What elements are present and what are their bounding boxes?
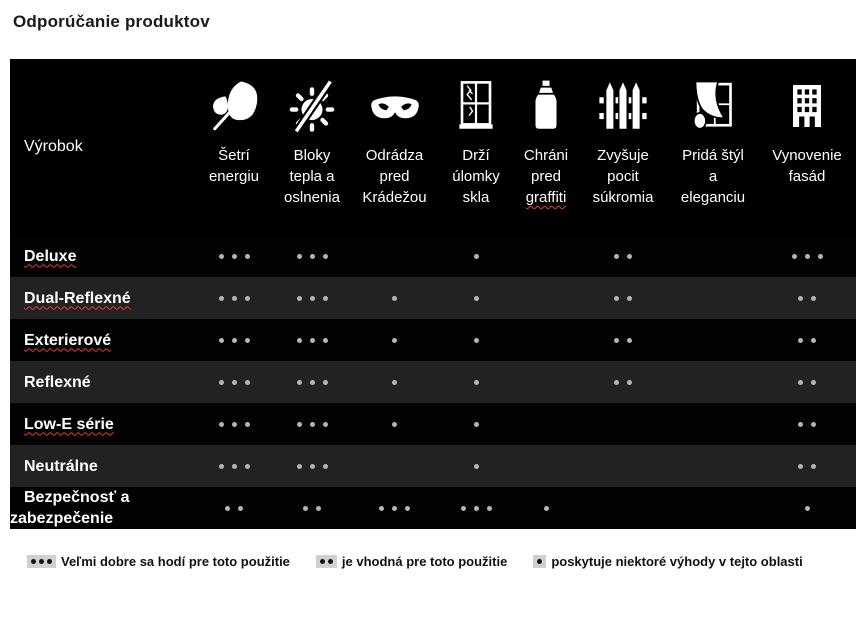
column-header xyxy=(438,59,514,235)
rating-cell xyxy=(351,506,438,511)
rating-dot xyxy=(474,380,479,385)
rating-dot xyxy=(219,338,224,343)
table-row xyxy=(10,319,856,361)
table-row xyxy=(10,235,856,277)
page-title: Odporúčanie produktov xyxy=(13,12,210,31)
column-header xyxy=(578,59,668,235)
column-header-label xyxy=(593,145,654,208)
rating-cell xyxy=(195,380,273,385)
column-header-label xyxy=(452,145,500,208)
table-row xyxy=(10,361,856,403)
rating-dot xyxy=(392,506,397,511)
rating-dot xyxy=(805,506,810,511)
rating-dot xyxy=(245,338,250,343)
rating-cell xyxy=(438,254,514,259)
rating-dot xyxy=(474,422,479,427)
rating-cell xyxy=(438,422,514,427)
rating-cell xyxy=(273,254,351,259)
legend-dot xyxy=(47,559,52,564)
rating-dot xyxy=(811,296,816,301)
rating-dot xyxy=(627,296,632,301)
column-header-line: Vynovenie xyxy=(772,147,842,164)
rating-dot xyxy=(245,422,250,427)
mask-icon xyxy=(367,78,423,134)
column-header-line: pred xyxy=(530,168,562,185)
rating-dot xyxy=(323,464,328,469)
rating-dot xyxy=(405,506,410,511)
column-header xyxy=(195,59,273,235)
rating-dot xyxy=(297,464,302,469)
row-label-cell xyxy=(10,330,195,351)
rating-cell xyxy=(758,296,856,301)
rating-cell xyxy=(758,338,856,343)
rating-dot xyxy=(245,380,250,385)
rating-cell xyxy=(273,422,351,427)
rating-dot xyxy=(310,464,315,469)
rating-dot xyxy=(474,296,479,301)
rating-cell xyxy=(273,338,351,343)
fence-icon xyxy=(595,78,651,134)
rating-cell xyxy=(438,464,514,469)
rating-cell xyxy=(195,464,273,469)
legend-label: je vhodná pre toto použitie xyxy=(341,554,508,569)
legend-label: poskytuje niektoré výhody v tejto oblasti xyxy=(551,554,803,569)
rating-cell xyxy=(195,338,273,343)
rating-dot xyxy=(627,254,632,259)
rating-dot xyxy=(225,506,230,511)
rating-dot xyxy=(323,338,328,343)
column-header-line: úlomky xyxy=(452,168,500,185)
rating-cell xyxy=(438,506,514,511)
column-header xyxy=(514,59,578,235)
rating-dot xyxy=(811,464,816,469)
row-label-cell xyxy=(10,372,195,393)
column-header-label xyxy=(284,145,340,208)
column-header-line: Drží xyxy=(462,147,490,164)
table-row xyxy=(10,277,856,319)
column-header-line: súkromia xyxy=(592,189,654,206)
rating-cell xyxy=(273,380,351,385)
column-header-line: a xyxy=(708,168,718,185)
rating-dot xyxy=(245,296,250,301)
rating-dot xyxy=(614,296,619,301)
column-header-line: Chráni xyxy=(523,147,569,164)
rating-dot xyxy=(310,422,315,427)
column-header-line: Bloky xyxy=(293,147,331,164)
rating-dot xyxy=(392,380,397,385)
column-header-label xyxy=(772,145,842,187)
rating-dot xyxy=(297,296,302,301)
legend-dots-chip xyxy=(27,555,56,568)
rating-cell xyxy=(578,296,668,301)
legend-dot xyxy=(328,559,333,564)
rating-dot xyxy=(323,380,328,385)
rating-dot xyxy=(474,254,479,259)
column-header-line: pred xyxy=(379,168,410,185)
rating-dot xyxy=(310,254,315,259)
rating-cell xyxy=(273,506,351,511)
rating-cell xyxy=(578,338,668,343)
rating-dot xyxy=(392,338,397,343)
row-label-cell xyxy=(10,246,195,267)
rating-cell xyxy=(195,506,273,511)
table-row xyxy=(10,487,856,529)
rating-dot xyxy=(323,422,328,427)
building-icon xyxy=(779,78,835,134)
spray-can-icon xyxy=(518,78,574,134)
legend-dots-chip xyxy=(533,555,546,568)
rating-dot xyxy=(232,380,237,385)
rating-cell xyxy=(273,464,351,469)
rating-dot xyxy=(316,506,321,511)
rating-dot xyxy=(544,506,549,511)
curtain-window-icon xyxy=(685,78,741,134)
rating-dot xyxy=(614,254,619,259)
table-header-row xyxy=(10,59,856,235)
column-header xyxy=(351,59,438,235)
rating-dot xyxy=(614,380,619,385)
row-label-cell xyxy=(10,456,195,477)
rating-cell xyxy=(758,254,856,259)
rating-cell xyxy=(195,422,273,427)
rating-dot xyxy=(245,254,250,259)
rating-dot xyxy=(297,422,302,427)
rating-cell xyxy=(758,422,856,427)
row-label: Low-E série xyxy=(24,415,114,433)
rating-dot xyxy=(461,506,466,511)
rating-cell xyxy=(758,380,856,385)
rating-dot xyxy=(614,338,619,343)
broken-window-icon xyxy=(448,78,504,134)
rating-dot xyxy=(323,254,328,259)
legend-item xyxy=(316,554,507,569)
row-label-cell xyxy=(10,487,195,529)
rating-dot xyxy=(219,254,224,259)
row-label-cell xyxy=(10,414,195,435)
column-header-line: graffiti xyxy=(525,189,567,206)
rating-dot xyxy=(297,338,302,343)
rating-cell xyxy=(195,296,273,301)
column-header-line: Pridá štýl xyxy=(682,147,744,164)
rating-dot xyxy=(798,380,803,385)
legend-dot xyxy=(537,559,542,564)
rating-dot xyxy=(238,506,243,511)
rating-dot xyxy=(474,464,479,469)
rating-dot xyxy=(818,254,823,259)
rating-dot xyxy=(798,422,803,427)
rating-dot xyxy=(805,254,810,259)
rating-dot xyxy=(310,380,315,385)
sun-blocked-icon xyxy=(284,78,340,134)
column-header-line: tepla a xyxy=(289,168,335,185)
legend-label: Veľmi dobre sa hodí pre toto použitie xyxy=(61,554,290,569)
rating-dot xyxy=(219,296,224,301)
column-header-line: Odrádza xyxy=(365,147,424,164)
table-row xyxy=(10,445,856,487)
legend-dot xyxy=(39,559,44,564)
rating-dot xyxy=(245,464,250,469)
rating-cell xyxy=(438,296,514,301)
rating-dot xyxy=(792,254,797,259)
rating-dot xyxy=(219,380,224,385)
column-header-line: Krádežou xyxy=(362,189,427,206)
rating-cell xyxy=(758,464,856,469)
rating-dot xyxy=(323,296,328,301)
rating-dot xyxy=(232,296,237,301)
row-label: Reflexné xyxy=(24,373,91,391)
rating-cell xyxy=(758,506,856,511)
row-label: Neutrálne xyxy=(24,457,98,475)
rating-dot xyxy=(219,422,224,427)
rating-dot xyxy=(303,506,308,511)
table-row xyxy=(10,403,856,445)
rating-dot xyxy=(379,506,384,511)
row-label: Dual-Reflexné xyxy=(24,289,131,307)
rating-dot xyxy=(811,380,816,385)
column-header-line: skla xyxy=(462,189,490,206)
rating-legend xyxy=(27,554,868,569)
legend-item xyxy=(533,554,802,569)
column-header-line: pocit xyxy=(607,168,639,185)
rating-dot xyxy=(219,464,224,469)
row-label: Exterierové xyxy=(24,331,112,349)
column-header-line: eleganciu xyxy=(680,189,746,206)
table-body xyxy=(10,235,856,529)
rating-dot xyxy=(310,338,315,343)
rating-cell xyxy=(438,338,514,343)
column-header-line: Zvyšuje xyxy=(597,147,649,164)
rating-dot xyxy=(297,254,302,259)
rating-dot xyxy=(474,506,479,511)
column-header-line: Šetrí xyxy=(218,147,250,164)
rating-dot xyxy=(392,296,397,301)
rating-dot xyxy=(232,464,237,469)
rating-cell xyxy=(351,296,438,301)
rating-dot xyxy=(627,338,632,343)
rating-dot xyxy=(474,338,479,343)
column-header xyxy=(758,59,856,235)
column-header-label xyxy=(681,145,745,208)
rating-cell xyxy=(195,254,273,259)
rating-dot xyxy=(232,422,237,427)
rating-dot xyxy=(310,296,315,301)
rating-dot xyxy=(487,506,492,511)
rating-dot xyxy=(297,380,302,385)
column-header-label xyxy=(524,145,568,208)
column-header-label xyxy=(209,145,259,187)
rating-dot xyxy=(811,422,816,427)
rating-dot xyxy=(798,338,803,343)
row-label: Deluxe xyxy=(24,247,77,265)
rating-dot xyxy=(232,254,237,259)
leaf-icon xyxy=(206,78,262,134)
column-header xyxy=(273,59,351,235)
legend-dot xyxy=(31,559,36,564)
product-column-header: Výrobok xyxy=(24,138,83,155)
row-label-cell xyxy=(10,288,195,309)
column-header-line: fasád xyxy=(788,168,826,185)
rating-dot xyxy=(392,422,397,427)
product-recommendation-table xyxy=(10,59,856,529)
rating-cell xyxy=(351,380,438,385)
rating-dot xyxy=(811,338,816,343)
legend-item xyxy=(27,554,290,569)
column-header-label xyxy=(362,145,426,208)
legend-dots-chip xyxy=(316,555,337,568)
rating-cell xyxy=(273,296,351,301)
rating-cell xyxy=(438,380,514,385)
rating-cell xyxy=(578,254,668,259)
row-label: Bezpečnosť a zabezpečenie xyxy=(10,489,130,527)
rating-dot xyxy=(798,296,803,301)
column-header-line: oslnenia xyxy=(284,189,340,206)
rating-cell xyxy=(514,506,578,511)
rating-dot xyxy=(798,464,803,469)
column-header xyxy=(668,59,758,235)
rating-cell xyxy=(351,338,438,343)
rating-cell xyxy=(578,380,668,385)
rating-dot xyxy=(232,338,237,343)
column-header-line: energiu xyxy=(208,168,260,185)
rating-dot xyxy=(627,380,632,385)
rating-cell xyxy=(351,422,438,427)
legend-dot xyxy=(320,559,325,564)
